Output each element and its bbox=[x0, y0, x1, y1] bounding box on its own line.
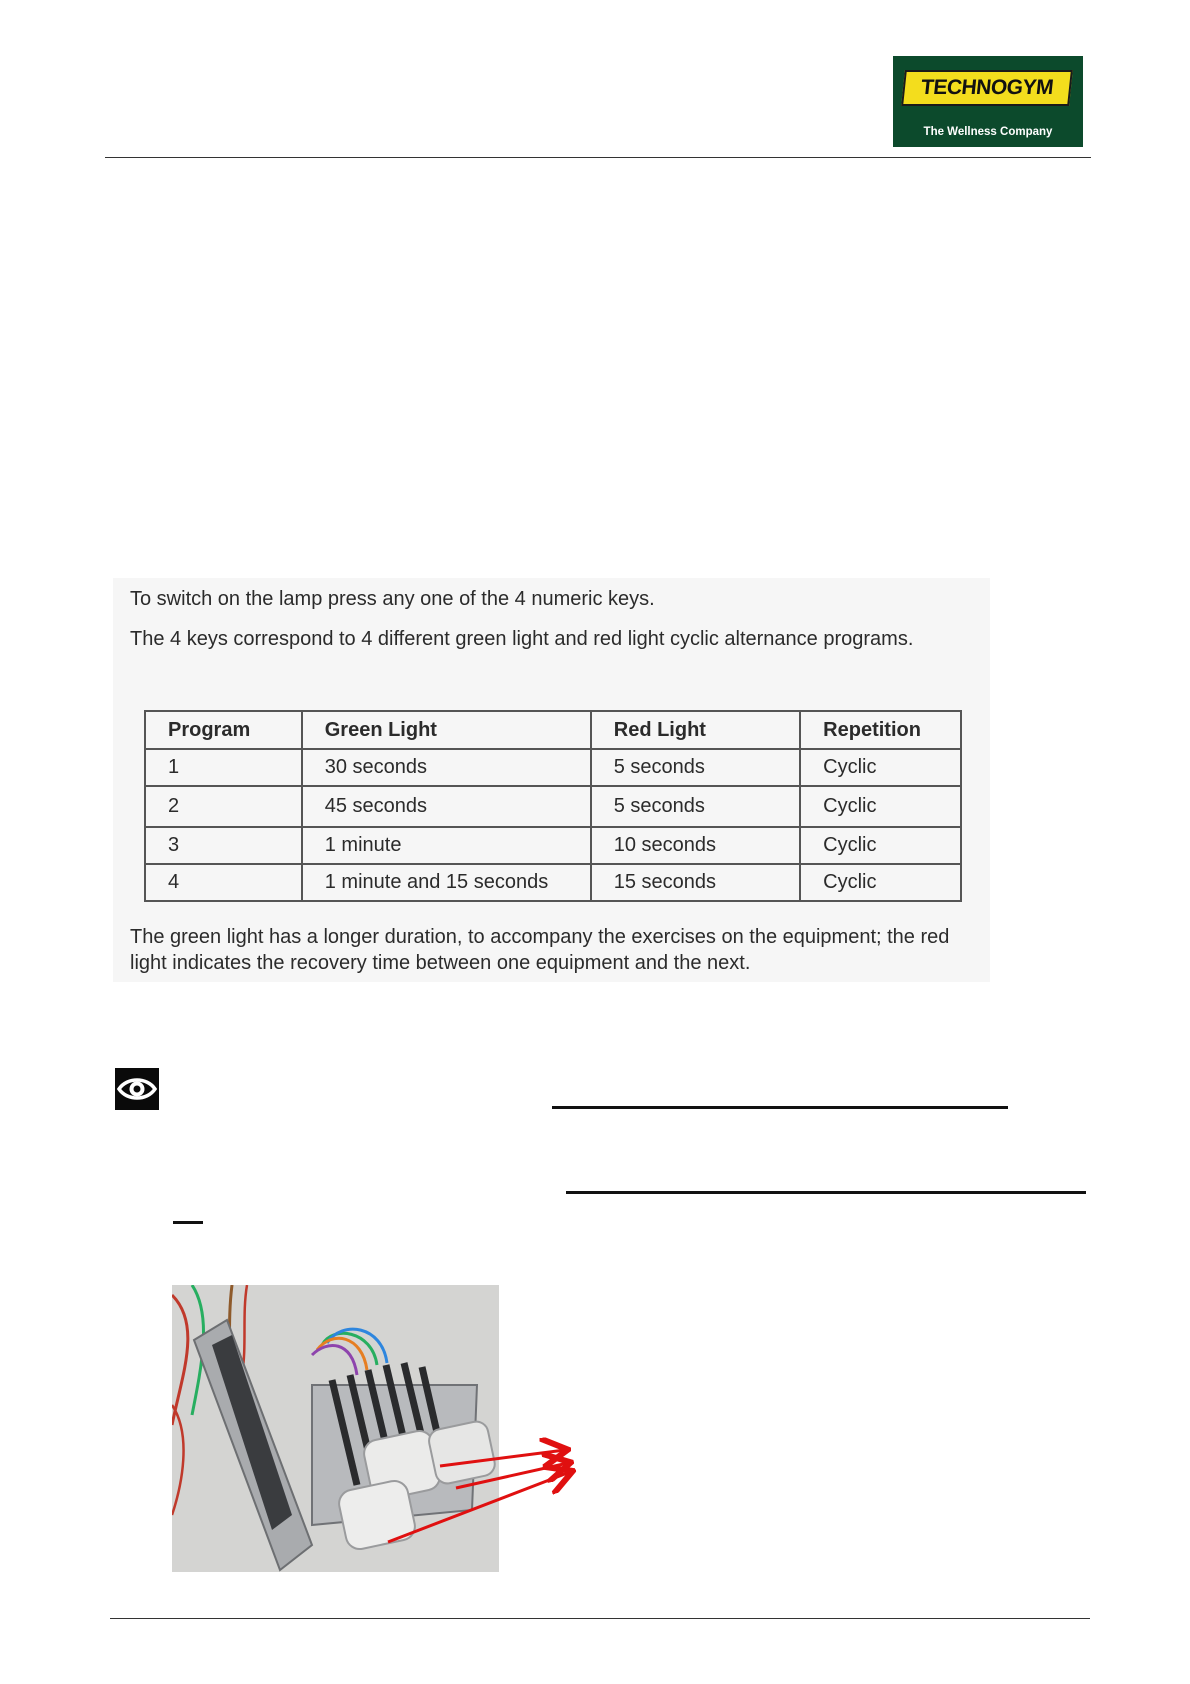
technogym-logo bbox=[893, 56, 1083, 147]
cell-program: 2 bbox=[145, 786, 302, 827]
cell-green: 1 minute and 15 seconds bbox=[302, 864, 591, 901]
cell-green: 30 seconds bbox=[302, 749, 591, 786]
intro-text: To switch on the lamp press any one of the 4 numeric keys. bbox=[130, 588, 655, 610]
footer-rule bbox=[110, 1618, 1090, 1619]
header-red-light: Red Light bbox=[591, 711, 800, 749]
header-green-light: Green Light bbox=[302, 711, 591, 749]
table-header-row bbox=[145, 711, 961, 749]
cell-red: 5 seconds bbox=[591, 786, 800, 827]
cell-repetition: Cyclic bbox=[800, 749, 961, 786]
header-program: Program bbox=[145, 711, 302, 749]
eye-icon bbox=[115, 1068, 159, 1110]
programs-text: The 4 keys correspond to 4 different green light and red light cyclic alternance programs. bbox=[130, 628, 914, 650]
program-table bbox=[144, 710, 962, 902]
cell-green: 1 minute bbox=[302, 827, 591, 864]
logo-tagline: The Wellness Company bbox=[923, 126, 1053, 138]
cell-red: 10 seconds bbox=[591, 827, 800, 864]
cell-repetition: Cyclic bbox=[800, 827, 961, 864]
header-repetition: Repetition bbox=[800, 711, 961, 749]
arrow-line bbox=[456, 1463, 568, 1488]
cell-program: 1 bbox=[145, 749, 302, 786]
arrow-line bbox=[440, 1450, 565, 1466]
underline-rule bbox=[566, 1191, 1086, 1194]
logo-wordmark: TECHNOGYM bbox=[901, 70, 1073, 106]
table-row bbox=[145, 827, 961, 864]
underline-rule bbox=[552, 1106, 1008, 1109]
cell-green: 45 seconds bbox=[302, 786, 591, 827]
cell-red: 15 seconds bbox=[591, 864, 800, 901]
table-row bbox=[145, 786, 961, 827]
underline-stub bbox=[173, 1221, 203, 1224]
lamp-instructions-panel bbox=[113, 578, 990, 982]
cell-red: 5 seconds bbox=[591, 749, 800, 786]
cell-repetition: Cyclic bbox=[800, 786, 961, 827]
table-row bbox=[145, 864, 961, 901]
cell-repetition: Cyclic bbox=[800, 864, 961, 901]
header-rule bbox=[105, 157, 1091, 158]
pointer-arrows bbox=[380, 1430, 580, 1560]
cell-program: 3 bbox=[145, 827, 302, 864]
note-text: The green light has a longer duration, to accompany the exercises on the equipment; the red light indicates the recovery time between one equipment and the next. bbox=[130, 926, 950, 974]
table-row bbox=[145, 749, 961, 786]
cell-program: 4 bbox=[145, 864, 302, 901]
